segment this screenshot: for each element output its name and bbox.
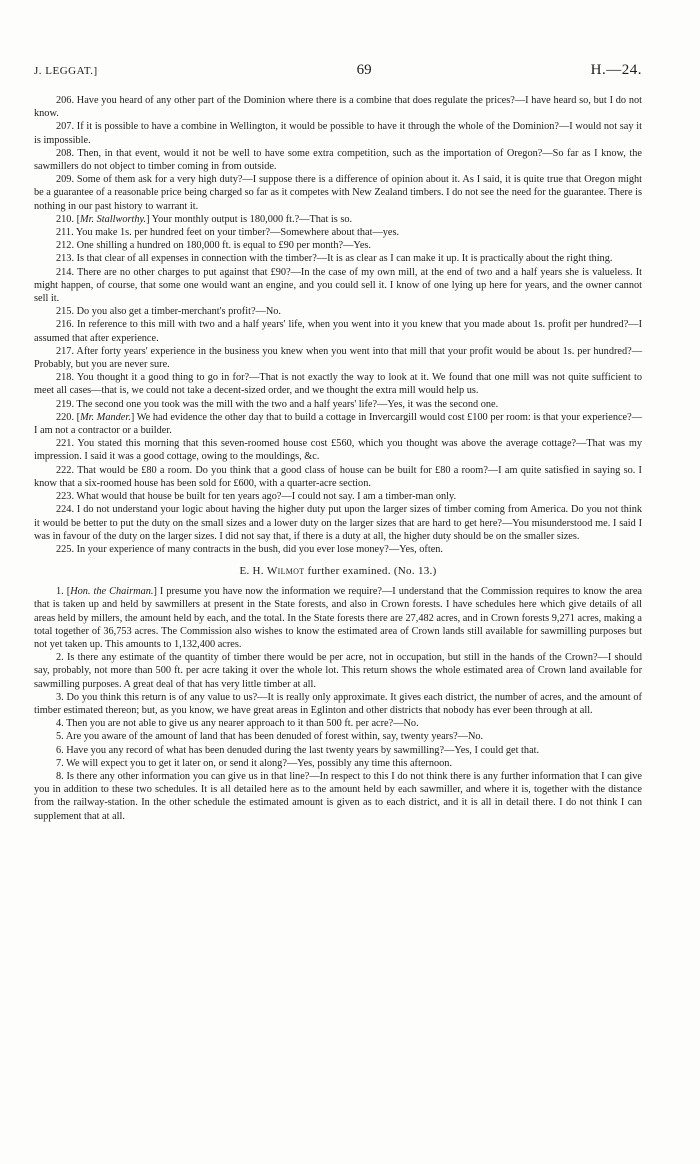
question-paragraph: 219. The second one you took was the mill with the two and a half years' life?—Yes, it was the second one.	[56, 398, 499, 410]
section-heading	[34, 565, 642, 581]
question-paragraph: 215. Do you also get a timber-merchant's profit?—No.	[56, 306, 281, 318]
question-paragraph: 223. What would that house be built for ten years ago?—I could not say. I am a timber-man only.	[56, 491, 457, 503]
question-paragraph: 222. That would be £80 a room. Do you think that a good class of house can be built for £80 a room?—I am quite satisfied in saying so. I know that a six-roomed house has been sold for £600, with a quarter-acre section.	[34, 464, 642, 489]
witness-initials: E. H.	[239, 565, 264, 578]
question-paragraph: 218. You thought it a good thing to go in for?—That is not exactly the way to look at it. We found that one mill was not quite sufficient to meet all cases—that is, we could not take a decent-sized order, and we thought the extra mill would help us.	[34, 372, 642, 397]
question-paragraph: 208. Then, in that event, would it not be well to have some extra competition, such as the importation of Oregon?—So far as I know, the sawmillers do not object to timber coming in from outside.	[34, 147, 642, 173]
page-number: 69	[356, 62, 372, 78]
question-paragraph: 221. You stated this morning that this seven-roomed house cost £560, which you thought was above the average cottage?—That was my impression. I said it was a good cottage, owing to the mouldings, &c.	[34, 438, 642, 463]
question-paragraph: 216. In reference to this mill with two and a half years' life, when you went into it you knew that you made about 1s. profit per hundred?—I assumed that after experience.	[34, 319, 642, 344]
question-paragraph: 8. Is there any other information you can give us in that line?—In respect to this I do not think there is any further information that I can give you in addition to these two schedules. It is all detailed here as to the amount held by each sawmiller, and where it is, together with the distance from the railway-station. In the other schedule the estimated amount is given as to each district, and it is all in detail there. I do not think I can supplement that at all.	[34, 770, 642, 822]
question-paragraph: 209. Some of them ask for a very high duty?—I suppose there is a difference of opinion about it. As I said, it is quite true that Oregon might be a guarantee of a reasonable price being charged so far as it competes with New Zealand timbers. I do not see the need for the guarantee. There is nothing in our past history to warrant it.	[34, 174, 642, 212]
leggat-testimony	[34, 94, 642, 556]
question-paragraph: 212. One shilling a hundred on 180,000 ft. is equal to £90 per month?—Yes.	[56, 240, 371, 252]
question-paragraph: 214. There are no other charges to put against that £90?—In the case of my own mill, at the end of two and a half years she is valueless. It might happen, of course, that some one would want an engine, and you could sell it. I know of one lying up here for years, and the owner cannot sell it.	[34, 266, 642, 305]
question-paragraph: 213. Is that clear of all expenses in connection with the timber?—It is as clear as I can make it up. It is practically about the right thing.	[56, 253, 613, 265]
question-paragraph: 220. [Mr. Mander.] We had evidence the other day that to build a cottage in Invercargill would cost £100 per room: is that your experience?—I am not a contractor or a builder.	[34, 411, 642, 437]
question-paragraph: 206. Have you heard of any other part of the Dominion where there is a combine that does regulate the prices?—I have heard so, but I do not know.	[34, 95, 642, 120]
witness-name: Wilmot	[266, 565, 305, 578]
document-body	[34, 94, 642, 823]
question-paragraph: 225. In your experience of many contracts in the bush, did you ever lose money?—Yes, often.	[56, 543, 443, 555]
question-paragraph: 224. I do not understand your logic about having the higher duty put upon the larger sizes of timber coming from America. Do you not think it would be better to put the duty on the small sizes and a lower duty on the larger sizes that are hard to get here?—You misunderstood me. I said I was in favour of the duty on the larger sizes. I did not say that, if there is a duty at all, the higher duty should be on the smaller sizes.	[34, 504, 642, 542]
document-reference: H.—24.	[590, 62, 642, 78]
question-paragraph: 1. [Hon. the Chairman.] I presume you have now the information we require?—I understand that the Commission requires to know the area that is taken up and held by sawmillers at present in the State forests, and also in Crown forests. I have schedules here which give details of all areas held by millers, the amount held by each, and the total. In the State forests there are 27,482 acres, and in Crown forests 9,271 acres, making a total together of 36,753 acres. The Commission also wishes to know the estimated area of Crown lands still available for sawmilling purposes but not yet taken up. This amounts to 1,132,400 acres.	[34, 586, 642, 650]
page-header	[34, 62, 642, 82]
question-paragraph: 2. Is there any estimate of the quantity of timber there would be per acre, not in occupation, but still in the hands of the Crown?—I should say, probably, not more than 500 ft. per acre taking it over the whole lot. This return shows the whole estimated area of Crown land available for sawmilling purposes. A great deal of that has very little timber at all.	[34, 652, 642, 690]
question-paragraph: 217. After forty years' experience in the business you knew when you went into that mill that your profit would be about 1s. per hundred?—Probably, but you are never sure.	[34, 345, 642, 371]
question-paragraph: 210. [Mr. Stallworthy.] Your monthly output is 180,000 ft.?—That is so.	[56, 213, 353, 225]
question-paragraph: 5. Are you aware of the amount of land that has been denuded of forest within, say, twenty years?—No.	[56, 731, 484, 743]
question-paragraph: 207. If it is possible to have a combine in Wellington, it would be possible to have it through the whole of the Dominion?—I would not say it is impossible.	[34, 121, 642, 146]
question-paragraph: 6. Have you any record of what has been denuded during the last twenty years by sawmilling?—Yes, I could get that.	[56, 744, 540, 756]
question-paragraph: 4. Then you are not able to give us any nearer approach to it than 500 ft. per acre?—No.	[56, 718, 419, 730]
question-paragraph: 3. Do you think this return is of any value to us?—It is really only approximate. It gives each district, the number of acres, and the amount of timber estimated thereon; but, as you know, we have great areas in Eglinton and other districts that nobody has ever been through at all.	[34, 691, 642, 716]
question-paragraph: 7. We will expect you to get it later on, or send it along?—Yes, possibly any time this afternoon.	[56, 757, 453, 769]
witness-header: J. LEGGAT.]	[34, 65, 98, 77]
question-paragraph: 211. You make 1s. per hundred feet on your timber?—Somewhere about that—yes.	[56, 227, 400, 239]
heading-suffix: further examined. (No. 13.)	[307, 565, 437, 578]
wilmot-testimony	[34, 585, 642, 823]
